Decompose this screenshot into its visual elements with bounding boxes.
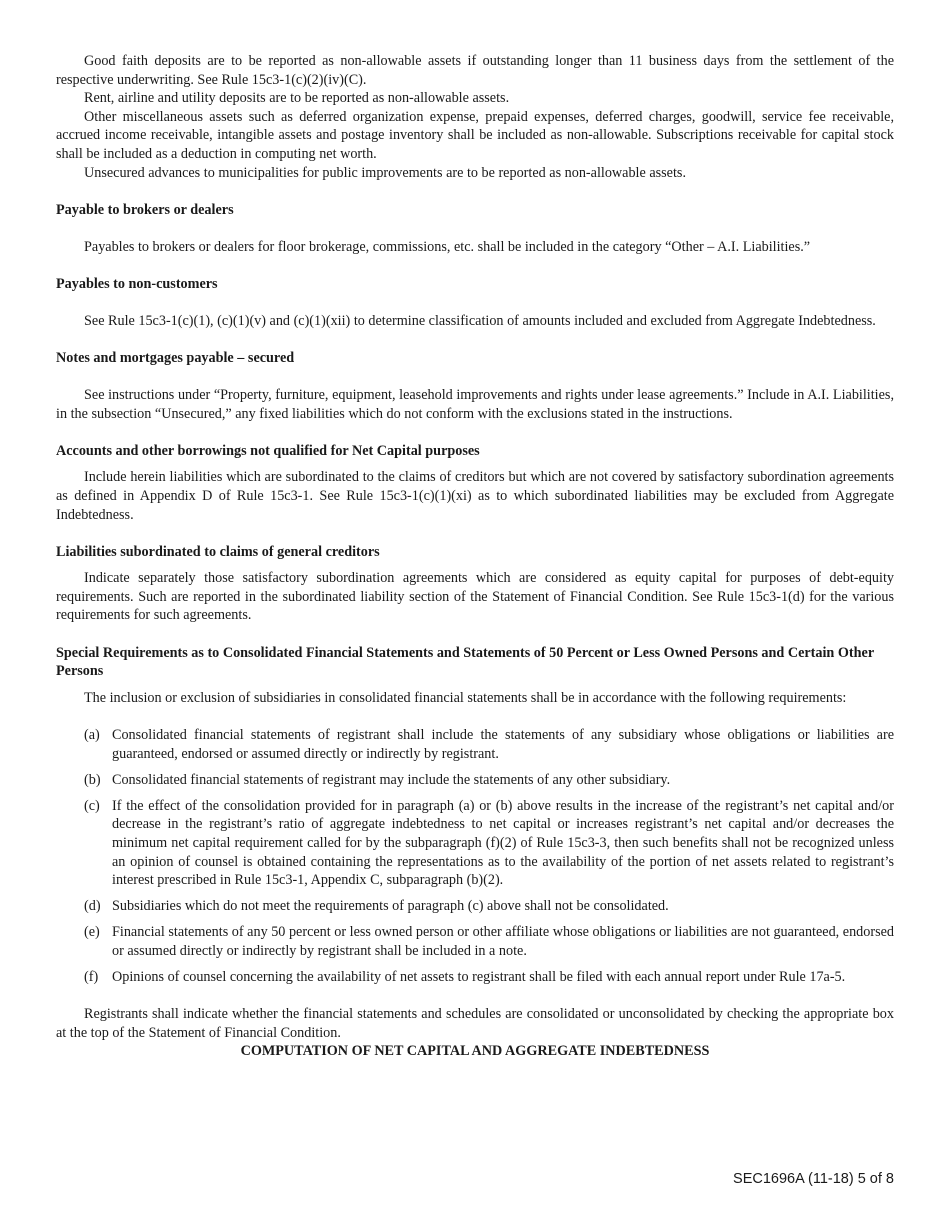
list-item bbox=[84, 968, 894, 987]
list-marker: (d) bbox=[84, 898, 101, 915]
paragraph-payables-noncustomers: See Rule 15c3-1(c)(1), (c)(1)(v) and (c)(1)(xii) to determine classification of amounts included and excluded from Aggregate Indebtedness. bbox=[84, 312, 876, 329]
form-code: SEC1696A (11-18) 5 of 8 bbox=[733, 1171, 894, 1187]
list-item bbox=[84, 897, 894, 916]
list-marker: (a) bbox=[84, 726, 100, 743]
list-marker: (b) bbox=[84, 771, 101, 788]
paragraph-payable-brokers: Payables to brokers or dealers for floor brokerage, commissions, etc. shall be included in the category “Other – A.I. Liabilities.” bbox=[84, 238, 811, 255]
list-item bbox=[84, 726, 894, 763]
paragraph-liabilities-subordinated: Indicate separately those satisfactory subordination agreements which are considered as equity capital for purposes of debt-equity requirements. Such are reported in the subordinated liability section of the Statement of Financial Condition. See Rule 15c3-1(d) for the various requirements for such agreements. bbox=[56, 570, 894, 624]
list-item-text: Subsidiaries which do not meet the requirements of paragraph (c) above shall not be consolidated. bbox=[112, 898, 669, 915]
paragraph-closing: Registrants shall indicate whether the financial statements and schedules are consolidated or unconsolidated by checking the appropriate box at the top of the Statement of Financial Condition. bbox=[56, 1006, 894, 1041]
list-item bbox=[84, 771, 894, 790]
heading-liabilities-subordinated: Liabilities subordinated to claims of general creditors bbox=[56, 543, 380, 560]
paragraph-good-faith-deposits: Good faith deposits are to be reported as non-allowable assets if outstanding longer than 11 business days from the settlement of the respective underwriting. See Rule 15c3-1(c)(2)(iv)(C). bbox=[56, 53, 894, 88]
heading-notes-mortgages: Notes and mortgages payable – secured bbox=[56, 350, 295, 367]
document-page bbox=[56, 52, 894, 1061]
paragraph-misc-assets: Other miscellaneous assets such as deferred organization expense, prepaid expenses, deferred charges, goodwill, service fee receivable, accrued income receivable, intangible assets and postage inventory shall be included as non-allowable. Subscriptions receivable for capital stock shall be included as a deduction in computing net worth. bbox=[56, 108, 894, 162]
heading-payable-brokers: Payable to brokers or dealers bbox=[56, 201, 234, 218]
list-item-text: Consolidated financial statements of registrant may include the statements of any other subsidiary. bbox=[112, 771, 671, 788]
list-item-text: Consolidated financial statements of registrant shall include the statements of any subsidiary whose obligations or liabilities are guaranteed, endorsed or assumed directly or indirectly by registrant. bbox=[112, 726, 894, 762]
list-marker: (f) bbox=[84, 968, 99, 985]
heading-accounts-borrowings: Accounts and other borrowings not qualified for Net Capital purposes bbox=[56, 442, 480, 459]
paragraph-unsecured-advances: Unsecured advances to municipalities for public improvements are to be reported as non-allowable assets. bbox=[84, 164, 686, 181]
list-item bbox=[84, 923, 894, 960]
next-section-heading: COMPUTATION OF NET CAPITAL AND AGGREGATE INDEBTEDNESS bbox=[240, 1043, 710, 1060]
requirements-list bbox=[56, 726, 894, 987]
list-marker: (c) bbox=[84, 797, 100, 814]
paragraph-rent-deposits: Rent, airline and utility deposits are to be reported as non-allowable assets. bbox=[84, 90, 510, 107]
list-marker: (e) bbox=[84, 924, 100, 941]
paragraph-special-intro: The inclusion or exclusion of subsidiaries in consolidated financial statements shall be in accordance with the following requirements: bbox=[84, 689, 847, 706]
paragraph-accounts-borrowings: Include herein liabilities which are subordinated to the claims of creditors but which are not covered by satisfactory subordination agreements as defined in Appendix D of Rule 15c3-1. See Rule 15c3-1(c)(1)(xi) as to which subordinated liabilities may be excluded from Aggregate Indebtedness. bbox=[56, 469, 894, 523]
list-item bbox=[84, 797, 894, 890]
list-item-text: Financial statements of any 50 percent or less owned person or other affiliate whose obligations or liabilities are not guaranteed, endorsed or assumed directly or indirectly by registrant shall be included in a note. bbox=[112, 924, 894, 959]
list-item-text: Opinions of counsel concerning the availability of net assets to registrant shall be filed with each annual report under Rule 17a-5. bbox=[112, 968, 846, 985]
heading-special-requirements: Special Requirements as to Consolidated Financial Statements and Statements of 50 Percent or Less Owned Persons and Certain Other Persons bbox=[56, 644, 874, 680]
heading-payables-noncustomers: Payables to non-customers bbox=[56, 275, 218, 292]
paragraph-notes-mortgages: See instructions under “Property, furniture, equipment, leasehold improvements and rights under lease agreements.” Include in A.I. Liabilities, in the subsection “Unsecured,” any fixed liabilities which do not conform with the exclusions stated in the instructions. bbox=[56, 387, 894, 422]
list-item-text: If the effect of the consolidation provided for in paragraph (a) or (b) above results in the increase of the registrant’s net capital and/or decrease in the registrant’s ratio of aggregate indebtedness to net capital or increases registrant’s net capital and/or decreases the minimum net capital requirement called for by the subparagraph (f)(2) of Rule 15c3-3, then such benefits shall not be recognized unless an opinion of counsel is obtained containing the representations as to the availability of the portion of net assets related to registrant’s interest prescribed in Rule 15c3-1, Appendix C, subparagraph (b)(2). bbox=[112, 797, 894, 889]
